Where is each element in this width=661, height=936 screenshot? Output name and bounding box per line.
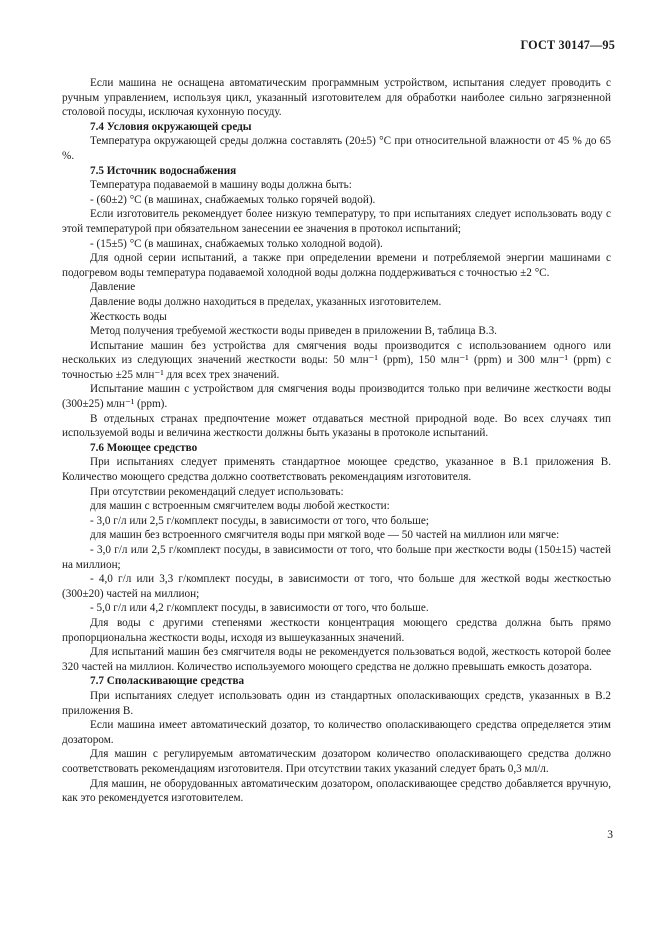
paragraph: Для испытаний машин без смягчителя воды не рекомендуется пользоваться водой, жесткость которой более 320 частей на миллион. Количество используемого моющего средства не должно превышать емкость дозатора. bbox=[62, 646, 611, 673]
list-item: - (60±2) °С (в машинах, снабжаемых только горячей водой). bbox=[90, 193, 376, 206]
paragraph: Испытание машин с устройством для смягчения воды производится только при величине жесткости воды (300±25) млн⁻¹ (ppm). bbox=[62, 383, 611, 411]
standard-header: ГОСТ 30147—95 bbox=[520, 38, 615, 52]
section-heading-7-6: 7.6 Моющее средство bbox=[90, 441, 198, 454]
paragraph: При отсутствии рекомендаций следует использовать: bbox=[90, 485, 344, 498]
list-item: - 4,0 г/л или 3,3 г/комплект посуды, в зависимости от того, что больше для жесткой воды жесткостью (300±20) частей на миллион; bbox=[62, 573, 611, 600]
section-heading-7-4: 7.4 Условия окружающей среды bbox=[90, 120, 252, 133]
section-heading-7-7: 7.7 Споласкивающие средства bbox=[90, 675, 245, 688]
paragraph: Если изготовитель рекомендует более низкую температуру, то при испытаниях следует использовать воду с этой температурой при обязательном занесении ее значения в протокол испытаний; bbox=[62, 208, 611, 235]
paragraph: В отдельных странах предпочтение может отдаваться местной природной воде. Во всех случаях тип используемой воды и величина жесткости должны быть указаны в протоколе испытаний. bbox=[62, 412, 611, 440]
section-heading-7-5: 7.5 Источник водоснабжения bbox=[90, 164, 237, 177]
paragraph: для машин без встроенного смягчителя воды при мягкой воде — 50 частей на миллион или мягче: bbox=[90, 529, 560, 542]
list-item: - 3,0 г/л или 2,5 г/комплект посуды, в зависимости от того, что больше; bbox=[90, 514, 429, 527]
paragraph: Если машина не оснащена автоматическим программным устройством, испытания следует проводить с ручным управлением, используя цикл, указанный изготовителем для обработки наиболее сильно загрязненной столовой посуды, исключая кухонную посуду. bbox=[62, 77, 611, 119]
paragraph: Для воды с другими степенями жесткости концентрация моющего средства должна быть прямо пропорциональна жесткости воды, исходя из вышеуказанных значений. bbox=[62, 616, 611, 644]
list-item: - 3,0 г/л или 2,5 г/комплект посуды, в зависимости от того, что больше при жесткости воды (150±15) частей на миллион; bbox=[62, 544, 611, 571]
paragraph: Температура окружающей среды должна составлять (20±5) °С при относительной влажности от 45 % до 65 %. bbox=[62, 135, 611, 162]
list-item: - (15±5) °С (в машинах, снабжаемых только холодной водой). bbox=[90, 237, 383, 250]
subheading: Давление bbox=[90, 281, 136, 294]
page-number: 3 bbox=[607, 829, 613, 841]
paragraph: Если машина имеет автоматический дозатор, то количество ополаскивающего средства определяется этим дозатором. bbox=[62, 719, 611, 746]
paragraph: Испытание машин без устройства для смягчения воды производится с использованием одного или нескольких из следующих значений жесткости воды: 50 млн⁻¹ (ppm), 150 млн⁻¹ (ppm) и 300 млн⁻¹ (ppm) с точностью ±25 млн⁻¹ для всех трех значений. bbox=[62, 339, 611, 381]
paragraph: Для машин, не оборудованных автоматическим дозатором, ополаскивающее средство добавляется вручную, как это рекомендуется изготовителем. bbox=[62, 777, 611, 805]
paragraph: При испытаниях следует использовать один из стандартных ополаскивающих средств, указанных в В.2 приложения В. bbox=[62, 689, 611, 717]
paragraph: Температура подаваемой в машину воды должна быть: bbox=[90, 179, 352, 192]
paragraph: Давление воды должно находиться в пределах, указанных изготовителем. bbox=[90, 295, 442, 308]
paragraph: Метод получения требуемой жесткости воды приведен в приложении В, таблица В.3. bbox=[90, 325, 497, 338]
subheading: Жесткость воды bbox=[90, 310, 167, 323]
paragraph: При испытаниях следует применять стандартное моющее средство, указанное в В.1 приложения В. Количество моющего средства должно соответствовать рекомендациям изготовителя. bbox=[62, 456, 611, 484]
paragraph: для машин с встроенным смягчителем воды любой жесткости: bbox=[90, 500, 390, 513]
paragraph: Для одной серии испытаний, а также при определении времени и потребляемой энергии машинами с подогревом воды температура подаваемой холодной воды должна поддерживаться с точностью ±2 °С. bbox=[62, 252, 611, 279]
list-item: - 5,0 г/л или 4,2 г/комплект посуды, в зависимости от того, что больше. bbox=[90, 602, 429, 615]
document-body bbox=[62, 76, 611, 806]
paragraph: Для машин с регулируемым автоматическим дозатором количество ополаскивающего средства должно соответствовать рекомендациям изготовителя. При отсутствии таких указаний следует брать 0,3 мл/л. bbox=[62, 748, 611, 775]
